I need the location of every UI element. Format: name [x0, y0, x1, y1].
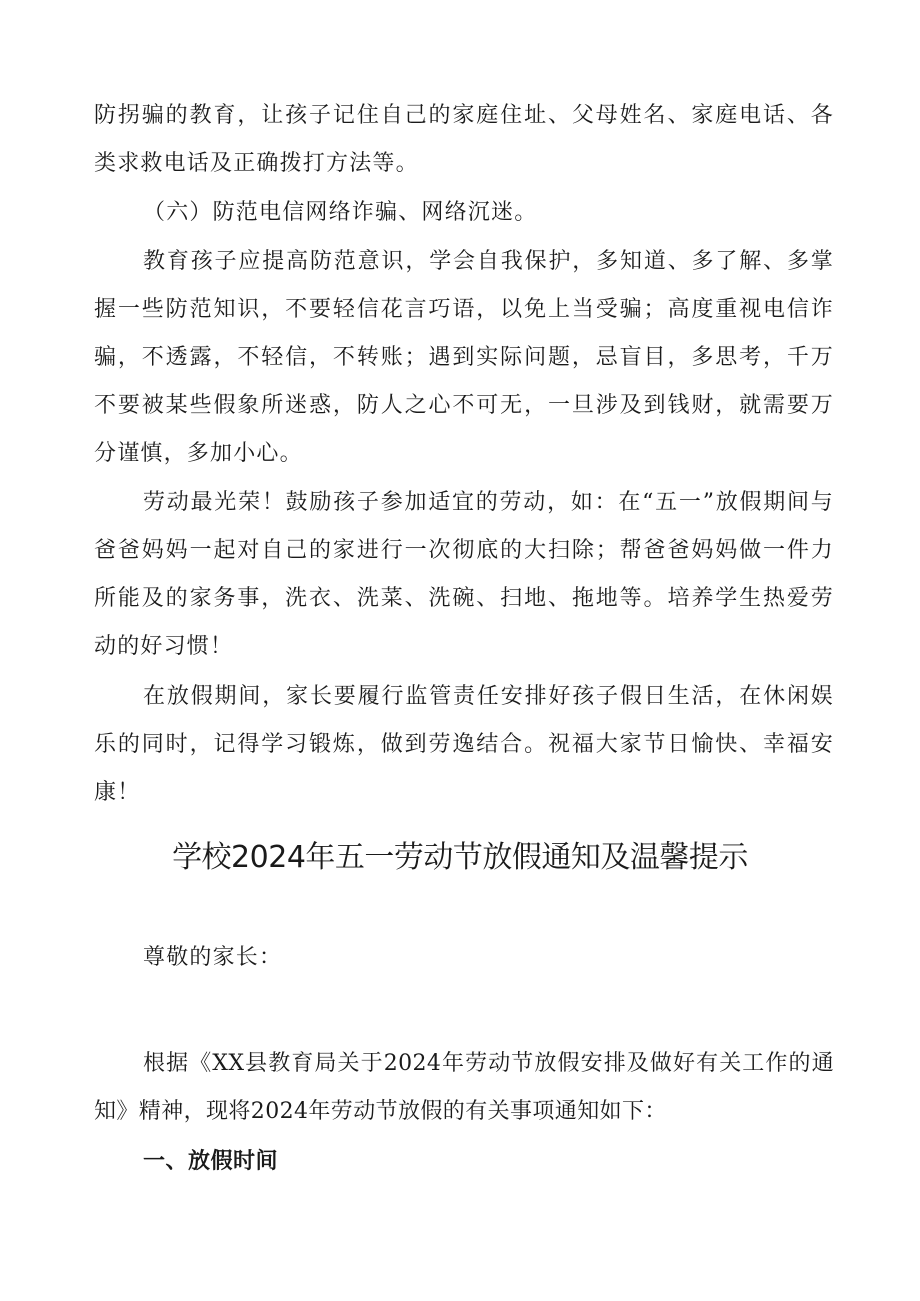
paragraph-labor: 劳动最光荣！鼓励孩子参加适宜的劳动，如：在“五一”放假期间与爸爸妈妈一起对自己的家进行一次彻底的大扫除；帮爸爸妈妈做一件力所能及的家务事，洗衣、洗菜、洗碗、扫地、拖地等。培养学生热爱劳动的好习惯！	[94, 490, 834, 659]
paragraph-holiday-supervision: 在放假期间，家长要履行监管责任安排好孩子假日生活，在休闲娱乐的同时，记得学习锻炼，做到劳逸结合。祝福大家节日愉快、幸福安康！	[94, 684, 834, 805]
notice-intro: 根据《XX县教育局关于2024年劳动节放假安排及做好有关工作的通知》精神，现将2024年劳动节放假的有关事项通知如下：	[94, 1051, 834, 1124]
paragraph-fraud-awareness: 教育孩子应提高防范意识，学会自我保护，多知道、多了解、多掌握一些防范知识，不要轻信花言巧语，以免上当受骗；高度重视电信诈骗，不透露，不轻信，不转账；遇到实际问题，忌盲目，多思考，千万不要被某些假象所迷惑，防人之心不可无，一旦涉及到钱财，就需要万分谨慎，多加小心。	[94, 249, 834, 466]
paragraph-item-six: （六）防范电信网络诈骗、网络沉迷。	[143, 200, 538, 225]
paragraph-anti-abduction: 防拐骗的教育，让孩子记住自己的家庭住址、父母姓名、家庭电话、各类求救电话及正确拨打方法等。	[94, 103, 834, 176]
notice-greeting: 尊敬的家长：	[143, 945, 283, 970]
notice-title: 学校2024年五一劳动节放假通知及温馨提示	[172, 840, 748, 875]
section-heading-holiday-time: 一、放假时间	[143, 1149, 279, 1174]
